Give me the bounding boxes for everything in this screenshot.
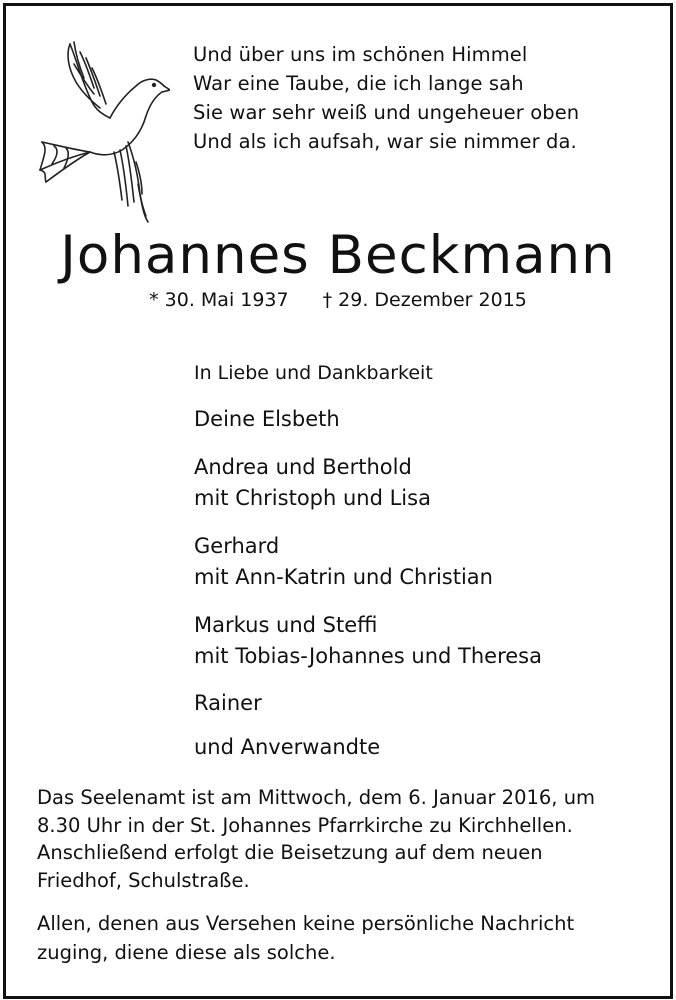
mourner-line: mit Christoph und Lisa	[194, 486, 431, 510]
mourner-line: Rainer	[194, 691, 262, 715]
poem-line: War eine Taube, die ich lange sah	[193, 72, 524, 95]
notice-line: Allen, denen aus Versehen keine persönliche Nachricht	[37, 912, 575, 935]
death-date: † 29. Dezember 2015	[322, 289, 527, 311]
birth-date: * 30. Mai 1937	[149, 289, 289, 311]
service-line: Anschließend erfolgt die Beisetzung auf dem neuen	[37, 841, 543, 864]
poem-line: Und als ich aufsah, war sie nimmer da.	[193, 130, 577, 153]
mourner-group	[194, 732, 380, 763]
dove-icon	[30, 34, 170, 224]
mourner-group	[194, 531, 493, 593]
mourner-line: und Anverwandte	[194, 735, 381, 759]
life-dates	[0, 286, 676, 314]
mourner-line: Markus und Steffi	[194, 613, 378, 637]
mourner-group	[194, 452, 431, 514]
notice	[37, 909, 574, 967]
poem	[193, 40, 579, 156]
mourner-line: Andrea und Berthold	[194, 455, 412, 479]
service-line: Das Seelenamt ist am Mittwoch, dem 6. Januar 2016, um	[37, 786, 596, 809]
poem-line: Sie war sehr weiß und ungeheuer oben	[193, 101, 580, 124]
mourner-line: Gerhard	[194, 534, 280, 558]
mourner-line: mit Ann-Katrin und Christian	[194, 565, 493, 589]
mourner-group	[194, 404, 340, 435]
service-line: 8.30 Uhr in der St. Johannes Pfarrkirche zu Kirchhellen.	[37, 813, 573, 837]
poem-line: Und über uns im schönen Himmel	[193, 43, 528, 66]
mourner-line: Deine Elsbeth	[194, 407, 340, 431]
service-line: Friedhof, Schulstraße.	[37, 868, 250, 892]
mourner-group	[194, 688, 262, 719]
service-details	[37, 784, 595, 894]
mourners-intro: In Liebe und Dankbarkeit	[194, 362, 433, 384]
notice-line: zuging, diene diese als solche.	[37, 941, 336, 964]
deceased-name: Johannes Beckmann	[60, 225, 616, 286]
mourner-line: mit Tobias-Johannes und Theresa	[194, 644, 542, 668]
mourner-group	[194, 610, 542, 672]
